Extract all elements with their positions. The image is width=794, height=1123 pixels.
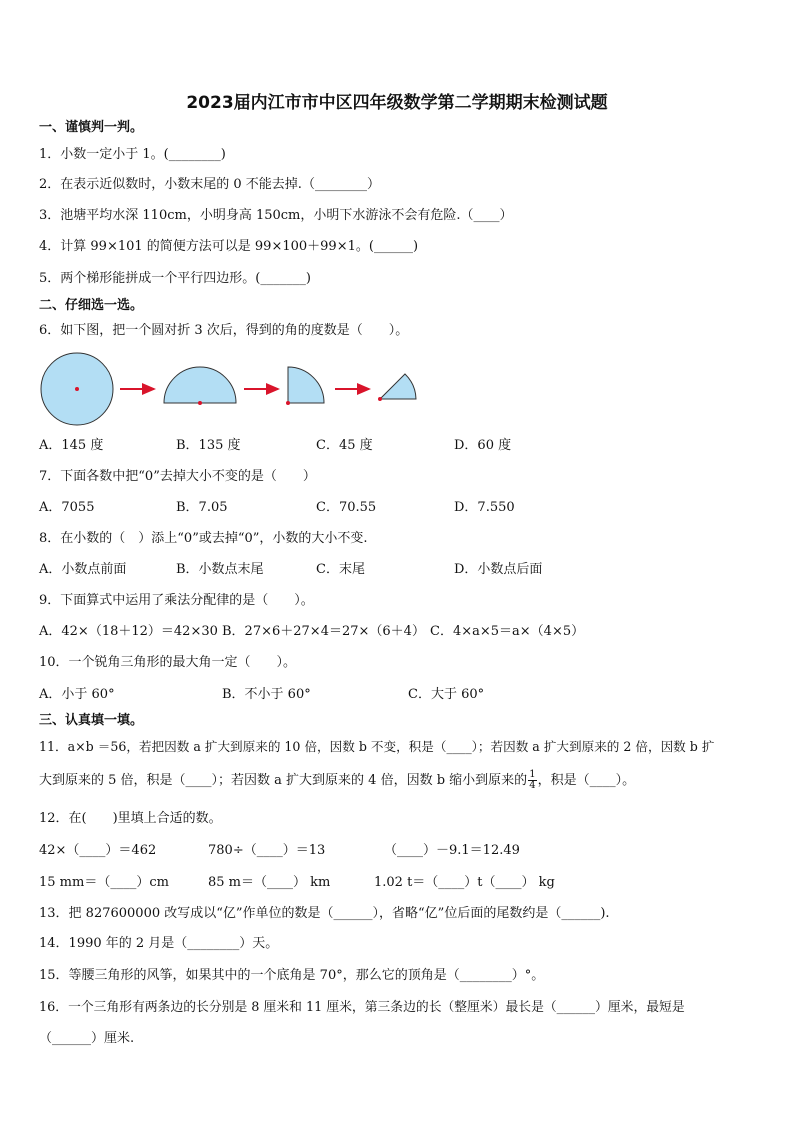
q9-option-b[interactable]: B．27×6＋27×4＝27×（6＋4）: [222, 624, 425, 639]
question-6: 6．如下图，把一个圆对折 3 次后，得到的角的度数是（ ）。: [39, 323, 409, 338]
quarter-circle-shape: [288, 367, 324, 403]
q7-option-b[interactable]: B．7.05: [176, 500, 228, 515]
circle-center-dot: [75, 387, 79, 391]
q10-option-b[interactable]: B．不小于 60°: [222, 687, 311, 702]
question-4: 4．计算 99×101 的简便方法可以是 99×100＋99×1。(______): [39, 239, 419, 254]
section-choose: 二、仔细选一选。: [39, 298, 144, 313]
q12-item-1[interactable]: 42×（____）＝462: [39, 843, 157, 858]
question-1: 1．小数一定小于 1。(________): [39, 147, 226, 162]
question-12: 12．在( )里填上合适的数。: [39, 811, 222, 826]
q9-option-c[interactable]: C．4×a×5＝a×（4×5）: [430, 624, 585, 639]
q12-item-5[interactable]: 85 m＝（____） km: [208, 875, 331, 890]
q9-option-a[interactable]: A．42×（18＋12）＝42×30: [39, 624, 218, 639]
circle-fold-figure: [38, 350, 428, 430]
question-13: 13．把 827600000 改写成以“亿”作单位的数是（______），省略“亿”位后面的尾数约是（______).: [39, 906, 610, 921]
q8-option-a[interactable]: A．小数点前面: [39, 562, 127, 577]
eighth-circle-dot: [378, 397, 382, 401]
fraction-denominator: 4: [529, 780, 536, 791]
question-16-line-2: （______）厘米.: [39, 1031, 135, 1046]
eighth-circle-shape: [380, 374, 416, 399]
q7-option-d[interactable]: D．7.550: [454, 500, 515, 515]
q12-item-6[interactable]: 1.02 t＝（____）t（____） kg: [374, 875, 555, 890]
half-circle-dot: [198, 401, 202, 405]
question-11-text-b: ，积是（____）。: [537, 773, 636, 788]
question-7: 7．下面各数中把“0”去掉大小不变的是（ ）: [39, 469, 316, 484]
section-fill: 三、认真填一填。: [39, 713, 144, 728]
half-circle-shape: [164, 367, 236, 403]
question-2: 2．在表示近似数时，小数末尾的 0 不能去掉.（________）: [39, 177, 380, 192]
q8-option-d[interactable]: D．小数点后面: [454, 562, 543, 577]
question-10: 10．一个锐角三角形的最大角一定（ ）。: [39, 655, 297, 670]
question-11-text-a: 大到原来的 5 倍，积是（____）；若因数 a 扩大到原来的 4 倍，因数 b 缩小到原来的: [39, 773, 528, 788]
question-3: 3．池塘平均水深 110cm，小明身高 150cm，小明下水游泳不会有危险.（____）: [39, 208, 513, 223]
question-15: 15．等腰三角形的风筝，如果其中的一个底角是 70°，那么它的顶角是（________）°。: [39, 968, 545, 983]
fraction-numerator: 1: [529, 769, 536, 780]
q8-option-b[interactable]: B．小数点末尾: [176, 562, 264, 577]
q12-item-4[interactable]: 15 mm＝（____）cm: [39, 875, 169, 890]
q7-option-c[interactable]: C．70.55: [316, 500, 377, 515]
q7-option-a[interactable]: A．7055: [39, 500, 95, 515]
question-14: 14．1990 年的 2 月是（________）天。: [39, 936, 279, 951]
question-9: 9．下面算式中运用了乘法分配律的是（ ）。: [39, 593, 314, 608]
question-11-line-2: [39, 770, 635, 791]
q12-item-2[interactable]: 780÷（____）＝13: [208, 843, 326, 858]
q10-option-a[interactable]: A．小于 60°: [39, 687, 115, 702]
q6-option-a[interactable]: A．145 度: [39, 438, 104, 453]
section-judge: 一、谨慎判一判。: [39, 120, 144, 135]
q8-option-c[interactable]: C．末尾: [316, 562, 365, 577]
page-title: 2023届内江市市中区四年级数学第二学期期末检测试题: [186, 93, 608, 113]
question-11-line-1: 11．a×b ＝56，若把因数 a 扩大到原来的 10 倍，因数 b 不变，积是（____）；若因数 a 扩大到原来的 2 倍，因数 b 扩: [39, 739, 715, 754]
q6-option-c[interactable]: C．45 度: [316, 438, 373, 453]
quarter-circle-dot: [286, 401, 290, 405]
question-5: 5．两个梯形能拼成一个平行四边形。(_______): [39, 271, 311, 286]
q6-option-d[interactable]: D．60 度: [454, 438, 512, 453]
question-8: 8．在小数的（ ）添上“0”或去掉“0”，小数的大小不变.: [39, 531, 368, 546]
question-16-line-1: 16．一个三角形有两条边的长分别是 8 厘米和 11 厘米，第三条边的长（整厘米）最长是（______）厘米，最短是: [39, 1000, 685, 1015]
fraction-one-quarter: [528, 770, 536, 791]
q10-option-c[interactable]: C．大于 60°: [408, 687, 485, 702]
q6-option-b[interactable]: B．135 度: [176, 438, 241, 453]
q12-item-3[interactable]: （____）－9.1＝12.49: [384, 843, 520, 858]
